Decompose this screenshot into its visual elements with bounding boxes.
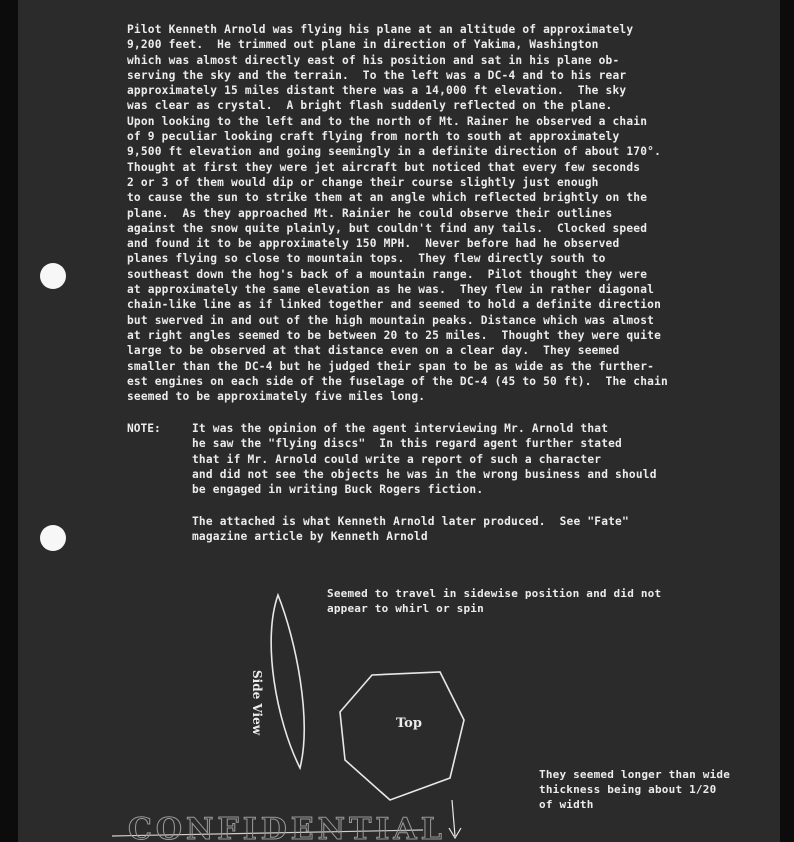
attached-reference-text: The attached is what Kenneth Arnold later produced. See "Fate" magazine article by Kenneth Arnold — [192, 515, 629, 544]
main-report-paragraph: Pilot Kenneth Arnold was flying his plane at an altitude of approximately 9,200 feet. He trimmed out plane in direction of Yakima, Washington which was almost directly east of his position and sat in his plane ob- serving the sky and the terrain. To the left was a DC-4 and to his rear approximately 15 miles distant there was a 14,000 ft elevation. The sky was clear as crystal. A bright flash suddenly reflected on the plane. Upon looking to the left and to the north of Mt. Rainer he observed a chain of 9 peculiar looking craft flying from north to south at approximately 9,500 ft elevation and going seemingly in a definite direction of about 170°. Thought at first they were jet aircraft but noticed that every few seconds 2 or 3 of them would dip or change their course slightly just enough to cause the sun to strike them at an angle which reflected brightly on the plane. As they approached Mt. Rainier he could observe their outlines against the snow quite plainly, but couldn't find any tails. Clocked speed and found it to be approximately 150 MPH. Never before had he observed planes flying so close to mountain tops. They flew directly south to southeast down the hog's back of a mountain range. Pilot thought they were at approximately the same elevation as he was. They flew in rather diagonal chain-like line as if linked together and seemed to hold a definite direction but swerved in and out of the high mountain peaks. Distance which was almost at right angles seemed to be between 20 to 25 miles. Thought they were quite large to be observed at that distance even on a clear day. They seemed smaller than the DC-4 but he judged their span to be as wide as the further- est engines on each side of the fuselage of the DC-4 (45 to 50 ft). The chain seemed to be approximately five miles long. — [127, 23, 668, 404]
top-view-label: Top — [396, 716, 422, 731]
side-view-label: Side View — [250, 670, 264, 736]
sketch-caption-top: Seemed to travel in sidewise position and did not appear to whirl or spin — [327, 587, 662, 615]
note-text: It was the opinion of the agent interviewing Mr. Arnold that he saw the "flying discs" In this regard agent further stated that if Mr. Arnold could write a report of such a character and did not see the objects he was in the wrong business and should be engaged in writing Buck Rogers fiction. — [192, 422, 657, 497]
arrow-line — [452, 800, 455, 836]
note-label: NOTE: — [127, 422, 161, 435]
side-view-outline — [271, 595, 304, 768]
top-view-outline — [340, 672, 464, 800]
confidential-stamp: CONFIDENTIAL — [128, 812, 446, 842]
sketch-caption-bottom: They seemed longer than wide thickness being about 1/20 of width — [539, 768, 731, 811]
